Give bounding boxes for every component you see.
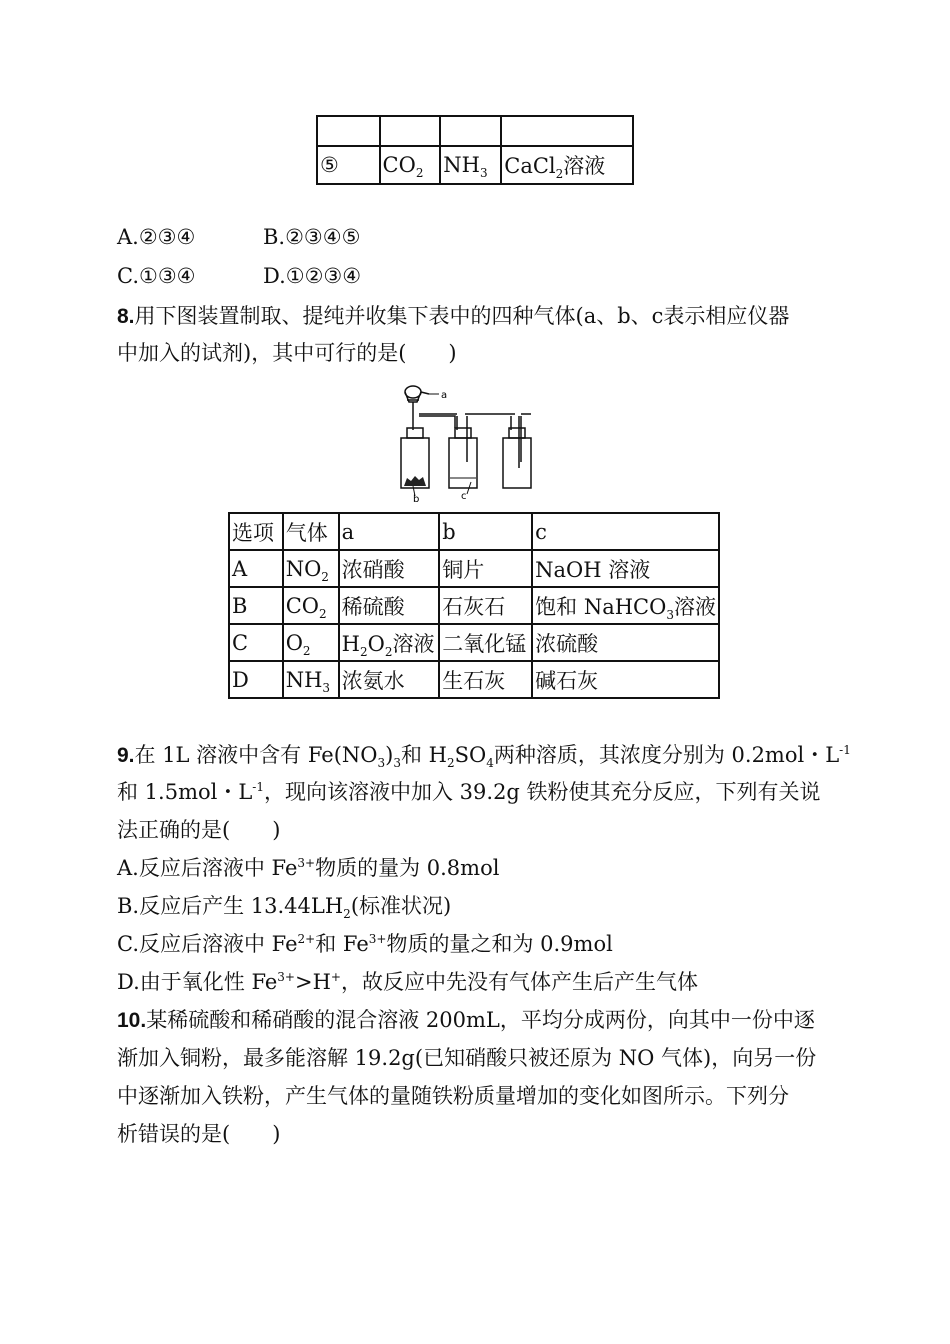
q9-option-b: B.反应后产生 $13.44LH_2$(标准状况) <box>117 894 452 922</box>
header-gas: 气体 <box>283 513 339 550</box>
q7-option-a: A.②③④ <box>117 225 196 249</box>
q7-option-d: D.①②③④ <box>263 264 362 288</box>
q8-line-2: 中加入的试剂)，其中可行的是( ) <box>117 341 457 365</box>
q10-line-3: 中逐渐加入铁粉，产生气体的量随铁粉质量增加的变化如图所示。下列分 <box>117 1084 789 1108</box>
q9-line-1: 9.在 1L 溶液中含有 $Fe(NO_3)_3$和 $H_2SO_4$两种溶质，其浓度分别为 0.2mol・$L^{-1}$ <box>117 743 851 771</box>
q9-option-c: C.反应后溶液中 $Fe^{2+}$和 $Fe^{3+}$物质的量之和为 0.9mol <box>117 932 613 956</box>
q9-line-3: 法正确的是( ) <box>117 818 281 842</box>
q7-option-b: B.②③④⑤ <box>263 225 361 249</box>
header-option: 选项 <box>229 513 283 550</box>
q9-option-a: A.反应后溶液中 $Fe^{3+}$物质的量为 0.8mol <box>117 856 500 880</box>
table-header-row <box>229 513 719 550</box>
header-a: a <box>339 513 440 550</box>
table-row: B $CO_2$ 稀硫酸 石灰石 饱和 NaHCO$_3$溶液 <box>229 587 719 624</box>
q10-line-4: 析错误的是( ) <box>117 1122 281 1146</box>
question-number: 8. <box>117 305 135 328</box>
table-row: C $O_2$ $H_2O_2$溶液 二氧化锰 浓硫酸 <box>229 624 719 661</box>
gas-1: $CO_2$ <box>380 146 441 184</box>
question-number: 9. <box>117 744 135 767</box>
q10-line-2: 渐加入铜粉，最多能溶解 19.2g(已知硝酸只被还原为 NO 气体)，向另一份 <box>117 1046 817 1070</box>
gas-2: $NH_3$ <box>440 146 501 184</box>
row-number: ⑤ <box>317 146 380 184</box>
table-row: D $NH_3$ 浓氨水 生石灰 碱石灰 <box>229 661 719 698</box>
q9-line-2: 和 1.5mol・$L^{-1}$，现向该溶液中加入 39.2g 铁粉使其充分反应，下列有关说 <box>117 780 821 804</box>
q8-line-1: 8.用下图装置制取、提纯并收集下表中的四种气体(a、b、c表示相应仪器 <box>117 304 790 328</box>
table-row: A $NO_2$ 浓硝酸 铜片 NaOH 溶液 <box>229 550 719 587</box>
header-b: b <box>439 513 532 550</box>
q8-options-table <box>228 512 720 699</box>
label-b: b <box>413 494 420 502</box>
q9-option-d: D.由于氧化性 $Fe^{3+}>H^+$，故反应中先没有气体产生后产生气体 <box>117 970 698 994</box>
top-table <box>316 115 634 185</box>
solution: CaCl$_2$溶液 <box>501 146 633 184</box>
label-c: c <box>461 491 467 502</box>
label-a: a <box>441 390 448 401</box>
q10-line-1: 10.某稀硫酸和稀硝酸的混合溶液 200mL，平均分成两份，向其中一份中逐 <box>117 1008 815 1032</box>
apparatus-diagram <box>395 378 535 502</box>
top-table-row-5 <box>317 146 633 184</box>
question-number: 10. <box>117 1009 147 1032</box>
header-c: c <box>532 513 719 550</box>
top-table-empty-row <box>317 116 633 146</box>
q7-option-c: C.①③④ <box>117 264 196 288</box>
